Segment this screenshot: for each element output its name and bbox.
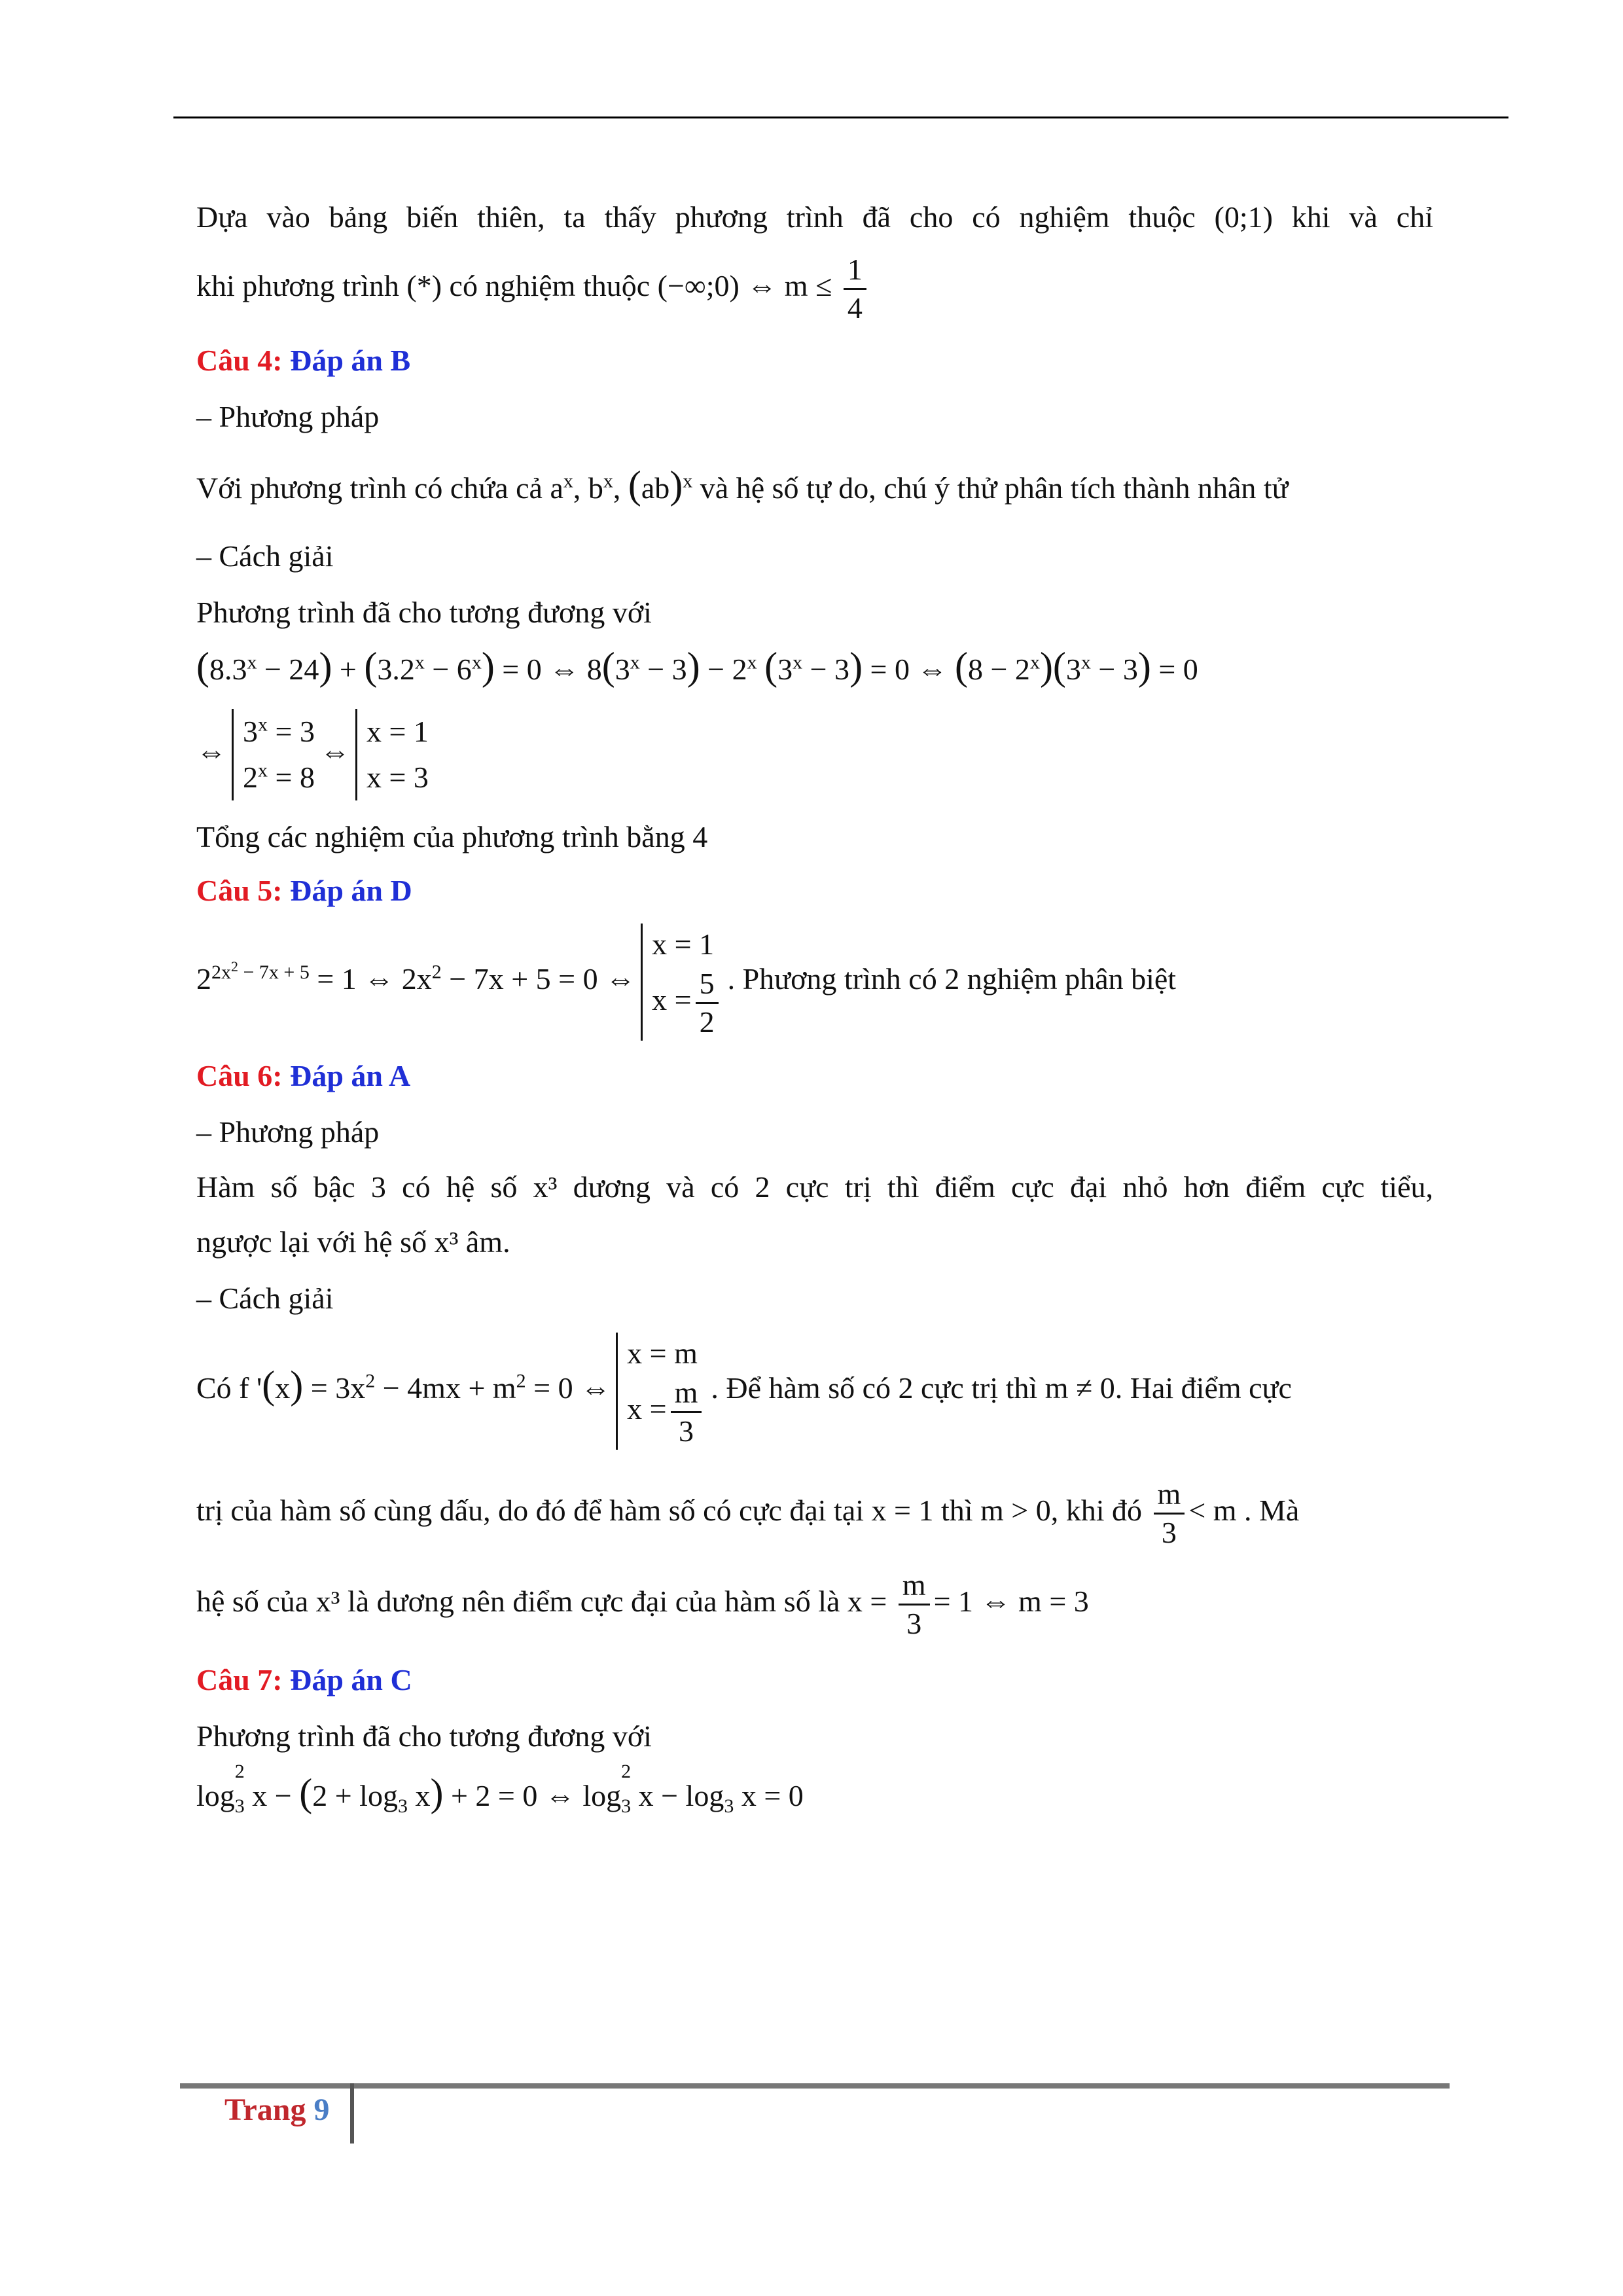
q4-method-text: Với phương trình có chứa cả $a^x$, $b^x$, (ab)$^x$ và hệ số tự do, chú ý thử phân tích thành nhân tử	[196, 463, 1289, 507]
q6-after-system: . Để hàm số có 2 cực trị thì m ≠ 0. Hai điểm cực	[711, 1371, 1292, 1405]
page-number: 9	[313, 2092, 330, 2127]
frac-num: m	[1154, 1476, 1185, 1515]
q4-method-text-b: và hệ số tự do, chú ý thử phân tích thành nhân tử	[700, 471, 1289, 505]
frac-num: m	[899, 1567, 930, 1605]
q5-heading	[196, 870, 1433, 912]
q4-answer: Đáp án B	[290, 344, 411, 377]
q5-answer: Đáp án D	[290, 874, 412, 907]
page-label: Trang	[224, 2092, 306, 2127]
q4-equation-1: $(8.3^x - 24) + (3.2^x - 6^x) = 0$ ⇔ $8(3^x - 3) - 2^x$ $(3^x - 3) = 0$ ⇔ $(8 - 2^x)(3^x - 3) = 0$	[196, 645, 1198, 688]
q4-system: ⇔ $3^x = 3$ $2^x = 8$ ⇔ x = 1 x = 3	[196, 709, 1433, 800]
q6-line-c-text: hệ số của x³ là dương nên điểm cực đại của hàm số là x =	[196, 1585, 887, 1619]
q6-line-b-text: trị của hàm số cùng dấu, do đó để hàm số có cực đại tại x = 1 thì m > 0, khi đó	[196, 1494, 1143, 1528]
fraction-m-thirds-b	[1154, 1476, 1185, 1551]
q6-solution-title: – Cách giải	[196, 1282, 334, 1315]
fraction-m-thirds	[671, 1374, 702, 1450]
q6-line-c-end: = 1 ⇔ m = 3	[933, 1585, 1089, 1619]
frac-num: 5	[696, 965, 719, 1004]
frac-den: 3	[678, 1414, 694, 1448]
fraction-five-halves	[696, 965, 719, 1041]
q4-system-left: $3^x = 3$ $2^x = 8$	[232, 709, 315, 800]
intro-interval: (−∞;0) ⇔ m ≤	[657, 269, 832, 303]
intro-line-2	[196, 251, 1433, 327]
q6-system	[616, 1333, 705, 1450]
page-content	[196, 183, 1433, 1817]
q4-sys-base-2: 2	[243, 761, 258, 794]
q4-root-2: x = 3	[366, 761, 429, 794]
frac-num: 1	[844, 251, 866, 290]
q4-method-text-a: Với phương trình có chứa cả a	[196, 471, 563, 505]
q5-root-2-lhs: x =	[652, 983, 692, 1017]
footer-rule	[180, 2083, 1450, 2089]
q4-method-title: – Phương pháp	[196, 400, 380, 433]
fraction-m-thirds-c	[899, 1567, 930, 1642]
q6-answer: Đáp án A	[290, 1059, 411, 1092]
q6-root-2-lhs: x =	[627, 1392, 667, 1426]
q5-conclusion: . Phương trình có 2 nghiệm phân biệt	[727, 962, 1177, 996]
header-rule	[173, 117, 1508, 118]
q6-method-line-2: ngược lại với hệ số x³ âm.	[196, 1225, 510, 1259]
frac-den: 4	[847, 291, 863, 325]
footer-divider	[350, 2083, 354, 2144]
q4-label: Câu 4:	[196, 344, 283, 377]
q6-line-b	[196, 1476, 1433, 1551]
q7-label: Câu 7:	[196, 1663, 283, 1696]
q7-equation: log $_{2 3}$ $x - (2 + \log_3 x) + 2 = 0$ ⇔ log $_{2 3}$ $x - \log_3 x = 0$	[196, 1761, 804, 1818]
q6-line-b-end: < m . Mà	[1188, 1494, 1300, 1528]
q6-label: Câu 6:	[196, 1059, 283, 1092]
q7-heading	[196, 1659, 1433, 1701]
q6-root-1: x = m	[627, 1336, 698, 1370]
frac-den: 3	[1161, 1516, 1177, 1549]
intro-line-2-text: khi phương trình (*) có nghiệm thuộc	[196, 269, 651, 303]
frac-den: 2	[699, 1005, 715, 1039]
page-number-footer	[224, 2092, 329, 2128]
q4-sum: Tổng các nghiệm của phương trình bằng 4	[196, 820, 708, 853]
q4-sys-base-3: 3	[243, 715, 258, 748]
q5-root-1: x = 1	[652, 927, 715, 961]
q5-system	[641, 924, 722, 1041]
q4-heading	[196, 340, 1433, 382]
q7-equiv: Phương trình đã cho tương đương với	[196, 1719, 652, 1753]
q6-heading	[196, 1055, 1433, 1097]
q6-derivative: Có f '$(x) = 3x^2 - 4mx + m^2 = 0$ ⇔ x = m x = $\frac{m}{3}$ . Để hàm số có 2 cực trị thì m ≠ 0. Hai điểm cực	[196, 1333, 1433, 1450]
q4-equiv: Phương trình đã cho tương đương với	[196, 596, 652, 629]
frac-den: 3	[906, 1607, 922, 1640]
intro-line-1: Dựa vào bảng biến thiên, ta thấy phương trình đã cho có nghiệm thuộc (0;1) khi và chỉ	[196, 200, 1433, 234]
frac-num: m	[671, 1374, 702, 1413]
q7-answer: Đáp án C	[290, 1663, 412, 1696]
q6-line-c	[196, 1567, 1433, 1642]
q5-equation: $2^{2x^2 - 7x + 5} = 1$ ⇔ $2x^2 - 7x + 5 = 0$ ⇔ x = 1 x = $\frac{5}{2}$ . Phương trình có 2 nghiệm phân biệt	[196, 924, 1433, 1041]
q6-method-line-1: Hàm số bậc 3 có hệ số x³ dương và có 2 cực trị thì điểm cực đại nhỏ hơn điểm cực tiểu,	[196, 1170, 1433, 1204]
q4-system-right	[355, 709, 429, 800]
q6-method-title: – Phương pháp	[196, 1115, 380, 1149]
fraction-one-quarter	[844, 251, 866, 327]
q4-root-1: x = 1	[366, 715, 429, 748]
q4-solution-title: – Cách giải	[196, 539, 334, 573]
q5-label: Câu 5:	[196, 874, 283, 907]
